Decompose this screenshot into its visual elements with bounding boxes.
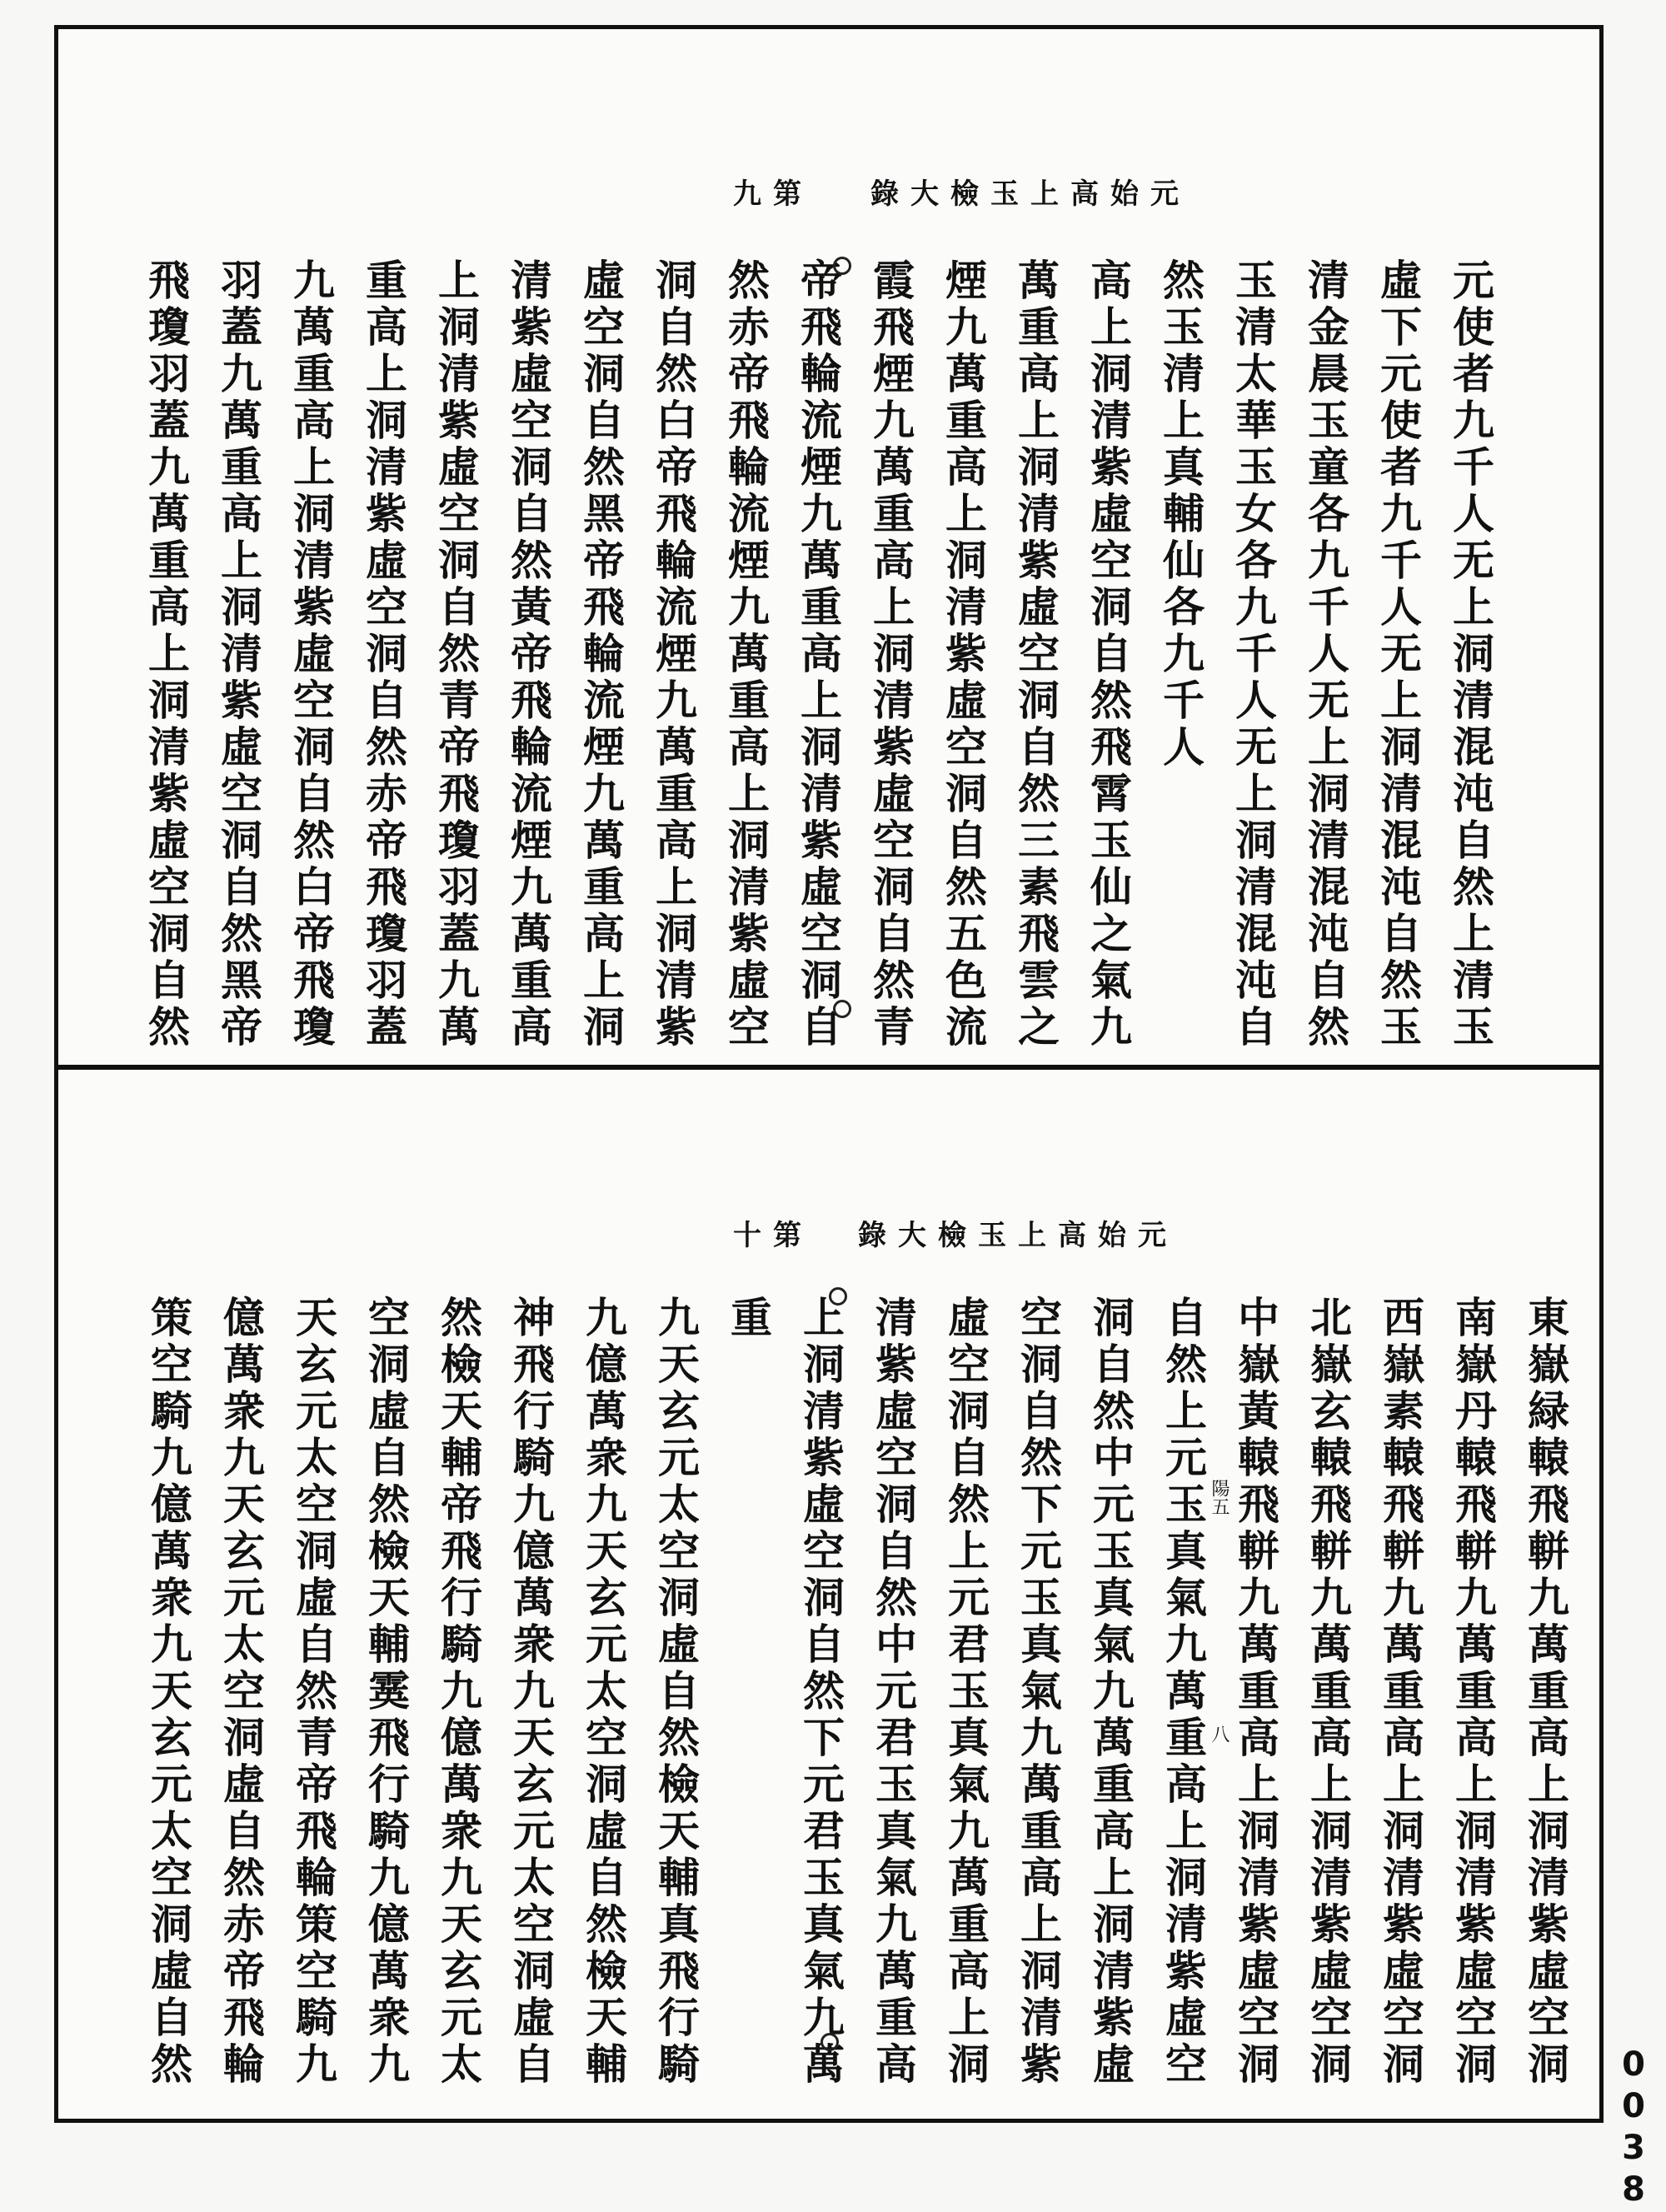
top-column-2: 虛下元使者九千人无上洞清混沌自然玉 — [1374, 258, 1423, 1051]
bottom-column-19: 億萬衆九天玄元太空洞虛自然赤帝飛輪 — [217, 1296, 266, 2089]
bottom-column-15: 神飛行騎九億萬衆九天玄元太空洞虛自 — [506, 1296, 556, 2089]
bottom-column-9: 虛空洞自然上元君玉真氣九萬重高上洞 — [941, 1296, 990, 2089]
top-column-6: 高上洞清紫虛空洞自然飛霄玉仙之氣九 — [1084, 258, 1133, 1051]
bottom-column-13: 九天玄元太空洞虛自然檢天輔真飛行騎 — [651, 1296, 701, 2089]
top-header-title: 元始高上玉檢大錄 — [870, 177, 1190, 211]
bottom-column-5: 中嶽黃轅飛軿九萬重高上洞清紫虛空洞 — [1231, 1296, 1280, 2089]
top-column-5: 然玉清上真輔仙各九千人 — [1156, 258, 1205, 771]
bottom-column-20: 策空騎九億萬衆九天玄元太空洞虛自然 — [144, 1296, 193, 2089]
margin-note: 陽五 — [1209, 1479, 1230, 1515]
top-column-3: 清金晨玉童各九千人无上洞清混沌自然 — [1301, 258, 1350, 1051]
panel-divider — [54, 1065, 1604, 1070]
top-column-15: 上洞清紫虛空洞自然青帝飛瓊羽蓋九萬 — [431, 258, 481, 1051]
margin-note: 八 — [1209, 1725, 1230, 1743]
top-column-1: 元使者九千人无上洞清混沌自然上清玉 — [1446, 258, 1495, 1051]
top-column-17: 九萬重高上洞清紫虛空洞自然白帝飛瓊 — [287, 258, 336, 1051]
top-column-12: 洞自然白帝飛輪流煙九萬重高上洞清紫 — [649, 258, 698, 1051]
bottom-column-7: 洞自然中元玉真氣九萬重高上洞清紫虛 — [1086, 1296, 1135, 2089]
top-column-16: 重高上洞清紫虛空洞自然赤帝飛瓊羽蓋 — [359, 258, 408, 1051]
page-number: 0038 — [1614, 2045, 1653, 2212]
bottom-column-2: 南嶽丹轅飛軿九萬重高上洞清紫虛空洞 — [1449, 1296, 1498, 2089]
bottom-column-8: 空洞自然下元玉真氣九萬重高上洞清紫 — [1014, 1296, 1063, 2089]
bottom-column-11: 上洞清紫虛空洞自然下元君玉真氣九萬 — [796, 1296, 845, 2089]
bottom-header-chapter: 第十 — [733, 1219, 813, 1252]
top-column-18: 羽蓋九萬重高上洞清紫虛空洞自然黑帝 — [214, 258, 263, 1051]
section-mark-circle — [833, 1000, 851, 1018]
top-column-8: 煙九萬重高上洞清紫虛空洞自然五色流 — [939, 258, 988, 1051]
bottom-column-14: 九億萬衆九天玄元太空洞虛自然檢天輔 — [579, 1296, 628, 2089]
bottom-column-3: 西嶽素轅飛軿九萬重高上洞清紫虛空洞 — [1376, 1296, 1425, 2089]
top-column-11: 然赤帝飛輪流煙九萬重高上洞清紫虛空 — [721, 258, 771, 1051]
bottom-header-title: 元始高上玉檢大錄 — [858, 1219, 1178, 1252]
top-column-19: 飛瓊羽蓋九萬重高上洞清紫虛空洞自然 — [142, 258, 191, 1051]
top-column-14: 清紫虛空洞自然黃帝飛輪流煙九萬重高 — [504, 258, 553, 1051]
top-column-4: 玉清太華玉女各九千人无上洞清混沌自 — [1229, 258, 1278, 1051]
top-column-7: 萬重高上洞清紫虛空洞自然三素飛雲之 — [1011, 258, 1060, 1051]
bottom-column-18: 天玄元太空洞虛自然青帝飛輪策空騎九 — [289, 1296, 338, 2089]
top-column-13: 虛空洞自然黑帝飛輪流煙九萬重高上洞 — [576, 258, 626, 1051]
bottom-column-10: 清紫虛空洞自然中元君玉真氣九萬重高 — [869, 1296, 918, 2089]
bottom-column-6: 自然上元玉真氣九萬重高上洞清紫虛空 — [1159, 1296, 1208, 2089]
top-column-10b: 帝飛輪流煙九萬重高上洞清紫虛空洞自 — [794, 258, 843, 1051]
top-header-chapter: 第九 — [733, 177, 813, 211]
bottom-column-1: 東嶽緑轅飛軿九萬重高上洞清紫虛空洞 — [1521, 1296, 1570, 2089]
bottom-column-16: 然檢天輔帝飛行騎九億萬衆九天玄元太 — [434, 1296, 483, 2089]
top-column-9: 霞飛煙九萬重高上洞清紫虛空洞自然青 — [866, 258, 915, 1051]
section-mark-circle — [833, 257, 851, 275]
section-mark-circle — [829, 1287, 847, 1306]
bottom-column-4: 北嶽玄轅飛軿九萬重高上洞清紫虛空洞 — [1304, 1296, 1353, 2089]
bottom-column-12: 重 — [724, 1296, 773, 1342]
bottom-column-17: 空洞虛自然檢天輔霙飛行騎九億萬衆九 — [362, 1296, 411, 2089]
section-mark-circle — [821, 2033, 839, 2051]
